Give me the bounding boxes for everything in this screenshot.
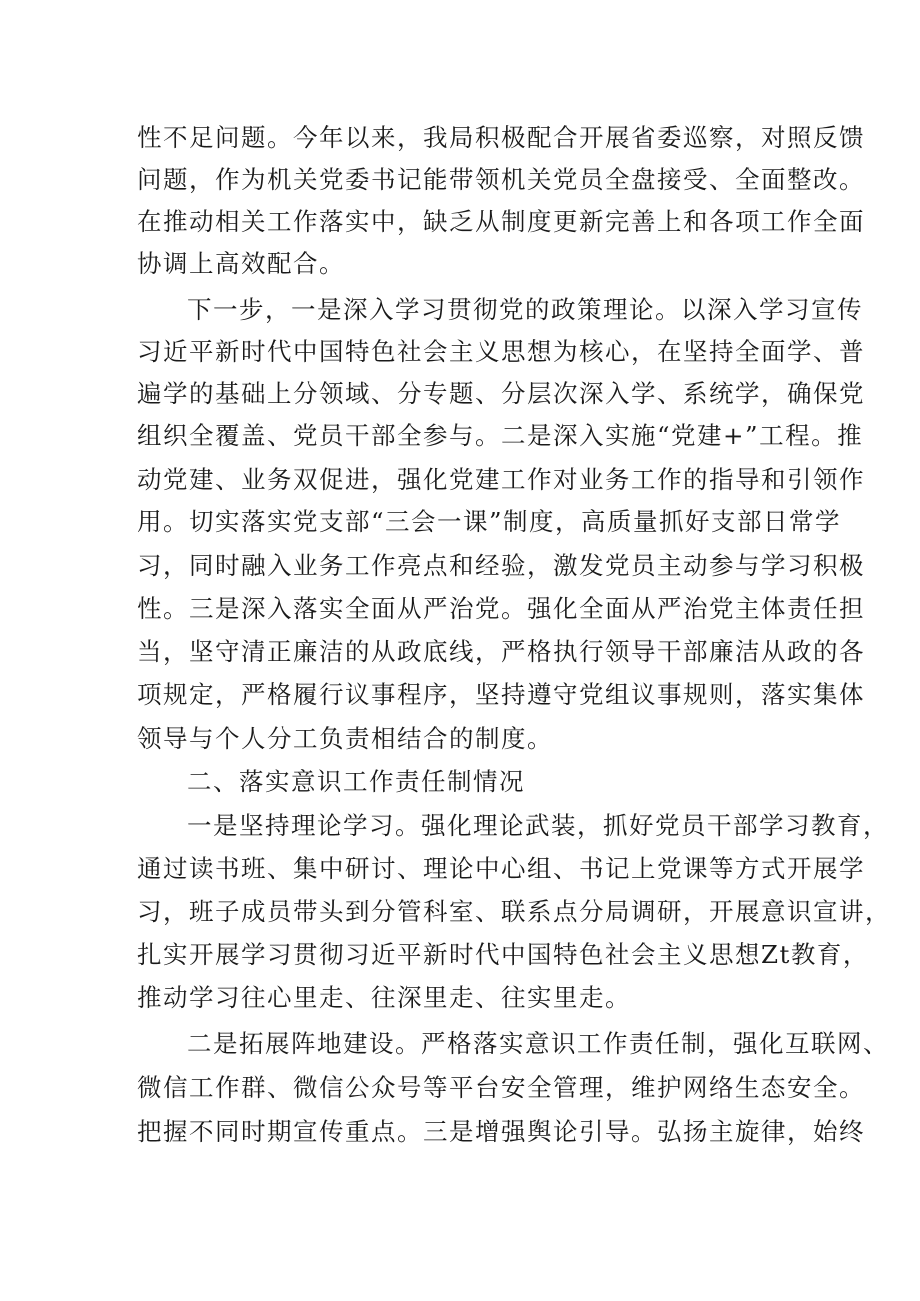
text-line: 性不足问题。今年以来，我局积极配合开展省委巡察，对照反馈 [137,123,865,152]
text-line: 用。切实落实党支部“三会一课”制度，高质量抓好支部日常学 [137,507,842,536]
text-line: 遍学的基础上分领域、分专题、分层次深入学、系统学，确保党 [137,379,865,408]
text-line: 在推动相关工作落实中，缺乏从制度更新完善上和各项工作全面 [137,207,865,236]
paragraph-first-line: 二是拓展阵地建设。严格落实意识工作责任制，强化互联网、 [187,1029,889,1058]
text-line: 微信工作群、微信公众号等平台安全管理，维护网络生态安全。 [137,1073,865,1102]
text-line: 习近平新时代中国特色社会主义思想为核心，在坚持全面学、普 [137,337,865,366]
text-line: 问题，作为机关党委书记能带领机关党员全盘接受、全面整改。 [137,165,865,194]
text-line: 当，坚守清正廉洁的从政底线，严格执行领导干部廉洁从政的各 [137,637,865,666]
paragraph-first-line: 下一步，一是深入学习贯彻党的政策理论。以深入学习宣传 [187,295,863,324]
section-heading: 二、落实意识工作责任制情况 [187,767,525,796]
text-line: 协调上高效配合。 [137,249,345,278]
text-line: 领导与个人分工负责相结合的制度。 [137,724,553,753]
text-line: 推动学习往心里走、往深里走、往实里走。 [137,983,631,1012]
text-line: 性。三是深入落实全面从严治党。强化全面从严治党主体责任担 [137,594,865,623]
text-line: 把握不同时期宣传重点。三是增强舆论引导。弘扬主旋律，始终 [137,1117,865,1146]
text-line: 习，班子成员带头到分管科室、联系点分局调研，开展意识宣讲， [137,897,891,926]
paragraph-first-line: 一是坚持理论学习。强化理论武装，抓好党员干部学习教育， [187,811,889,840]
text-line: 项规定，严格履行议事程序，坚持遵守党组议事规则，落实集体 [137,680,865,709]
text-line: 组织全覆盖、党员干部全参与。二是深入实施“党建+”工程。推 [137,421,864,450]
text-line: 动党建、业务双促进，强化党建工作对业务工作的指导和引领作 [137,465,865,494]
text-line: 通过读书班、集中研讨、理论中心组、书记上党课等方式开展学 [137,854,865,883]
text-line: 扎实开展学习贯彻习近平新时代中国特色社会主义思想Zt教育， [137,940,869,969]
text-line: 习，同时融入业务工作亮点和经验，激发党员主动参与学习积极 [137,551,865,580]
